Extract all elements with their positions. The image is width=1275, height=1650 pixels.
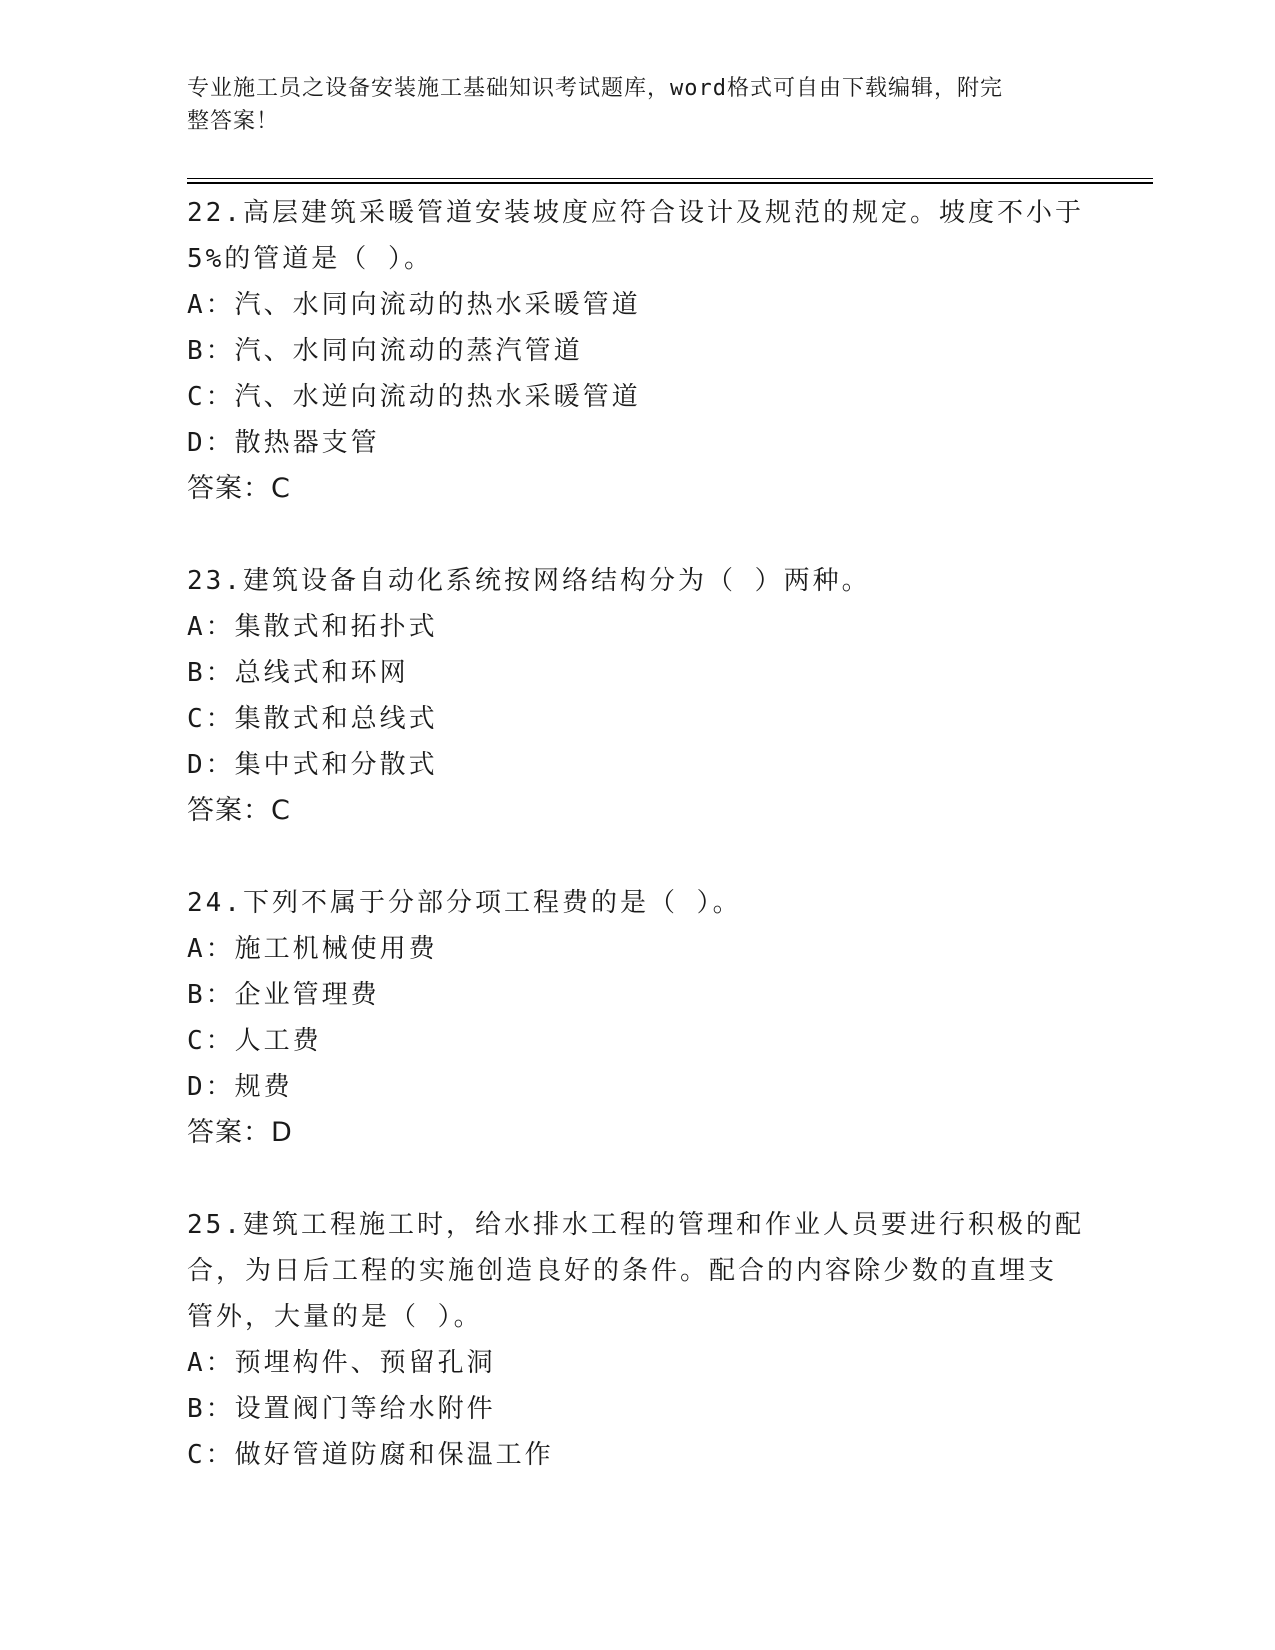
question-stem-line: 管外，大量的是（ ）。	[187, 1302, 483, 1332]
question-stem-line: 5%的管道是（ ）。	[187, 244, 433, 274]
header-divider-thin	[187, 178, 1153, 179]
option-b: B：总线式和环网	[187, 658, 409, 688]
question-list	[187, 190, 1087, 1524]
question-23	[187, 558, 1087, 834]
header-divider-thick	[187, 182, 1153, 184]
question-25	[187, 1202, 1087, 1478]
question-stem-line: 23.建筑设备自动化系统按网络结构分为（ ）两种。	[187, 566, 871, 596]
option-d: D：散热器支管	[187, 428, 380, 458]
question-22	[187, 190, 1087, 512]
answer-label: 答案：D	[187, 1117, 293, 1148]
question-stem-line: 22.高层建筑采暖管道安装坡度应符合设计及规范的规定。坡度不小于	[187, 198, 1084, 228]
option-b: B：设置阀门等给水附件	[187, 1394, 496, 1424]
option-d: D：规费	[187, 1072, 293, 1102]
option-c: C：人工费	[187, 1026, 322, 1056]
option-a: A：汽、水同向流动的热水采暖管道	[187, 290, 641, 320]
option-c: C：汽、水逆向流动的热水采暖管道	[187, 382, 641, 412]
option-d: D：集中式和分散式	[187, 750, 438, 780]
option-c: C：做好管道防腐和保温工作	[187, 1440, 554, 1470]
option-b: B：汽、水同向流动的蒸汽管道	[187, 336, 583, 366]
option-a: A：施工机械使用费	[187, 934, 438, 964]
question-24	[187, 880, 1087, 1156]
document-header	[187, 72, 1067, 138]
option-a: A：集散式和拓扑式	[187, 612, 438, 642]
answer-label: 答案：C	[187, 473, 291, 504]
header-line-1: 专业施工员之设备安装施工基础知识考试题库，word格式可自由下载编辑，附完	[187, 76, 1003, 101]
option-a: A：预埋构件、预留孔洞	[187, 1348, 496, 1378]
option-c: C：集散式和总线式	[187, 704, 438, 734]
header-line-2: 整答案！	[187, 109, 280, 134]
option-b: B：企业管理费	[187, 980, 380, 1010]
answer-label: 答案：C	[187, 795, 291, 826]
question-stem-line: 25.建筑工程施工时，给水排水工程的管理和作业人员要进行积极的配	[187, 1210, 1084, 1240]
question-stem-line: 合，为日后工程的实施创造良好的条件。配合的内容除少数的直埋支	[187, 1256, 1058, 1286]
question-stem-line: 24.下列不属于分部分项工程费的是（ ）。	[187, 888, 742, 918]
